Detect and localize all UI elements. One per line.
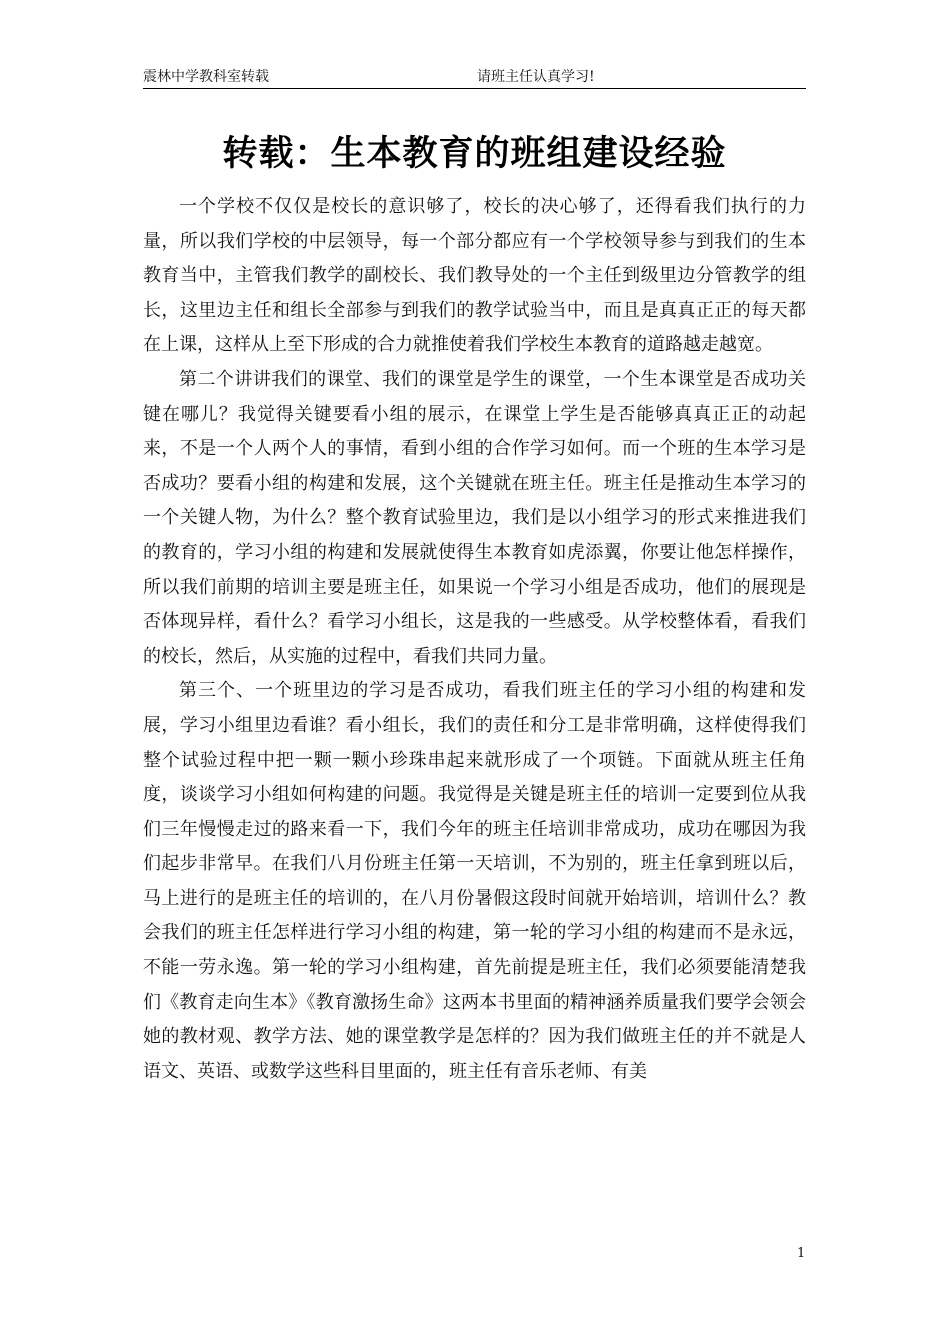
page-number: 1 [797,1246,806,1261]
document-title: 转载：生本教育的班组建设经验 [222,134,727,174]
header-source: 震林中学教科室转载 [143,69,269,85]
header-note: 请班主任认真学习! [477,69,595,85]
paragraph-1: 一个学校不仅仅是校长的意识够了，校长的决心够了，还得看我们执行的力量，所以我们学校的中层领导，每一个部分都应有一个学校领导参与到我们的生本教育当中，主管我们教学的副校长、我们教导处的一个主任到级里边分管教学的组长，这里边主任和组长全部参与到我们的教学试验当中，而且是真真正正的每天都在上课，这样从上至下形成的合力就推使着我们学校生本教育的道路越走越宽。 [143,196,806,356]
page-header [143,64,806,89]
paragraph-2: 第二个讲讲我们的课堂、我们的课堂是学生的课堂，一个生本课堂是否成功关键在哪儿？我觉得关键要看小组的展示，在课堂上学生是否能够真真正正的动起来，不是一个人两个人的事情，看到小组的合作学习如何。而一个班的生本学习是否成功？要看小组的构建和发展，这个关键就在班主任。班主任是推动生本学习的一个关键人物，为什么？整个教育试验里边，我们是以小组学习的形式来推进我们的教育的，学习小组的构建和发展就使得生本教育如虎添翼，你要让他怎样操作，所以我们前期的培训主要是班主任，如果说一个学习小组是否成功，他们的展现是否体现异样，看什么？看学习小组长，这是我的一些感受。从学校整体看，看我们的校长，然后，从实施的过程中，看我们共同力量。 [143,368,806,667]
paragraph-3: 第三个、一个班里边的学习是否成功，看我们班主任的学习小组的构建和发展，学习小组里边看谁？看小组长，我们的责任和分工是非常明确，这样使得我们整个试验过程中把一颗一颗小珍珠串起来就形成了一个项链。下面就从班主任角度，谈谈学习小组如何构建的问题。我觉得是关键是班主任的培训一定要到位从我们三年慢慢走过的路来看一下，我们今年的班主任培训非常成功，成功在哪因为我们起步非常早。在我们八月份班主任第一天培训，不为别的，班主任拿到班以后，马上进行的是班主任的培训的，在八月份暑假这段时间就开始培训，培训什么？教会我们的班主任怎样进行学习小组的构建，第一轮的学习小组的构建而不是永远，不能一劳永逸。第一轮的学习小组构建，首先前提是班主任，我们必须要能清楚我们《教育走向生本》《教育激扬生命》这两本书里面的精神涵养质量我们要学会领会她的教材观、教学方法、她的课堂教学是怎样的？因为我们做班主任的并不就是人语文、英语、或数学这些科目里面的，班主任有音乐老师、有美 [143,680,806,1082]
document-body [143,190,806,1089]
